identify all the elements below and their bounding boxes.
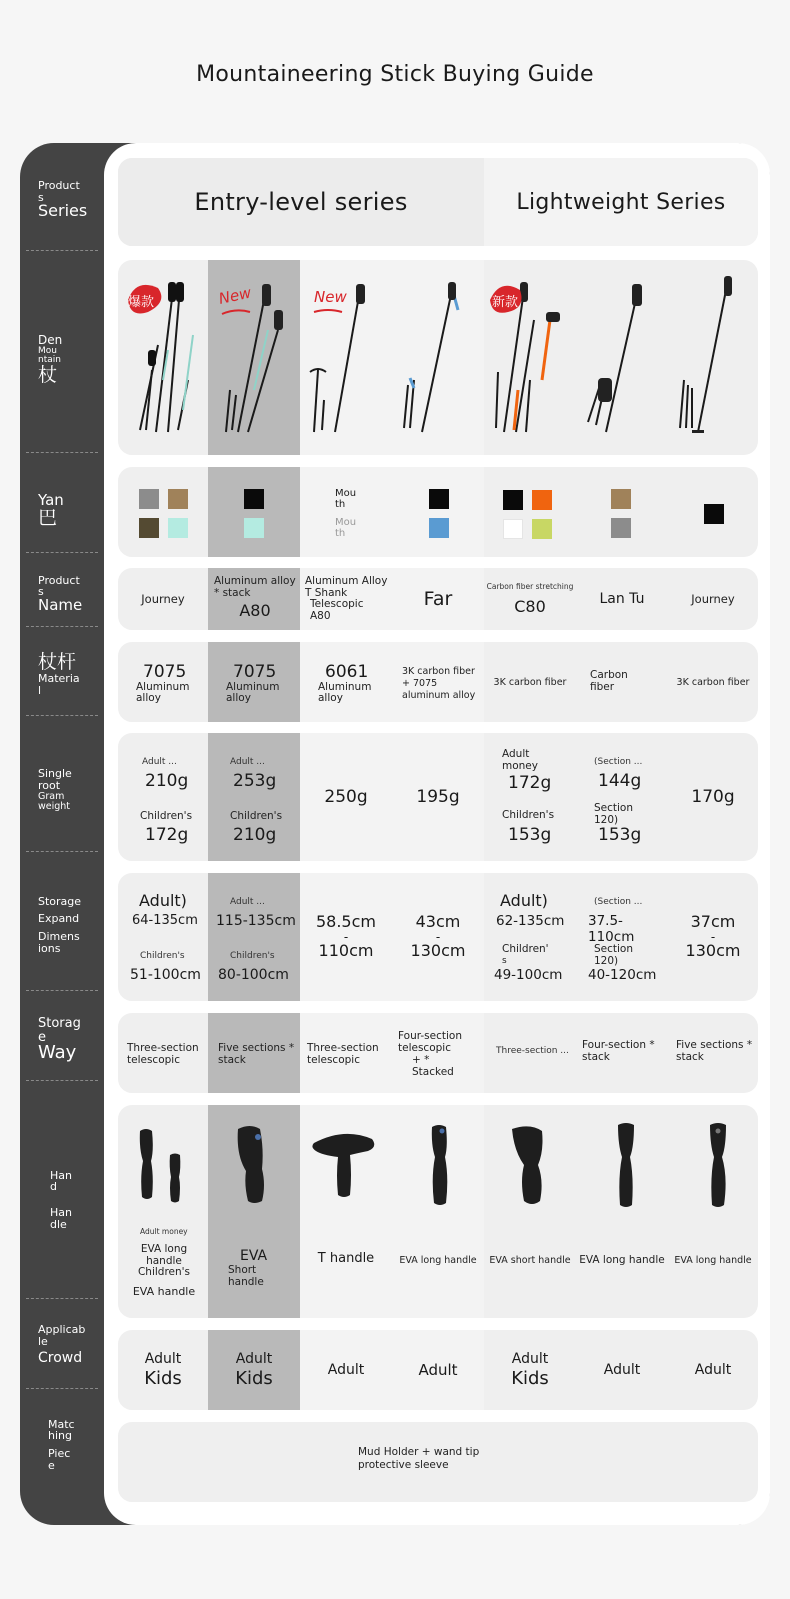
weight-cell-5 (484, 733, 576, 861)
material-type: Carbon fiber (590, 669, 628, 694)
accessory-text: Mud Holder + wand tip protective sleeve (358, 1446, 480, 1471)
label-text: s (38, 585, 44, 599)
new-badge: 新款 (492, 295, 519, 310)
crowd-value: Kids (235, 1367, 273, 1389)
label-text: ntain (38, 355, 61, 366)
color-swatch (503, 490, 523, 510)
material-cell-5 (484, 642, 576, 722)
label-text: Yan (38, 491, 64, 510)
weight-cell-4 (392, 733, 484, 861)
weight-label: Children's (140, 810, 193, 822)
material-cell-4 (392, 642, 484, 722)
product-name: C80 (514, 597, 546, 616)
name-cell-1 (118, 568, 208, 630)
crowd-value: Adult (511, 1350, 549, 1367)
row-label-handle (20, 1160, 100, 1240)
name-cell-2 (208, 568, 300, 630)
row-handles (118, 1105, 758, 1318)
color-swatch (503, 519, 523, 539)
size-label: Children's (230, 951, 275, 961)
row-sizes (118, 873, 758, 1001)
product-image-6 (576, 260, 668, 455)
color-cell-1 (118, 467, 208, 557)
size-value: 58.5cm (315, 911, 376, 931)
size-dash: - (710, 929, 716, 944)
handle-cell-6 (576, 1105, 668, 1318)
divider (26, 990, 98, 991)
color-swatch (429, 489, 449, 509)
material-grade: 7075 (143, 662, 187, 682)
weight-value: 170g (691, 787, 735, 807)
size-cell-4 (392, 873, 484, 1001)
size-label: s (502, 956, 507, 966)
weight-cell-6 (576, 733, 668, 861)
storage-cell-3 (300, 1013, 392, 1093)
material-type: Aluminum alloy (136, 680, 190, 704)
color-cell-6 (576, 467, 668, 557)
color-swatch (611, 489, 631, 509)
label-text: Mou (38, 345, 57, 356)
label-text: d (50, 1180, 57, 1194)
name-cell-6 (576, 568, 668, 630)
weight-value: 144g (598, 771, 642, 791)
crowd-cell-6 (576, 1330, 668, 1410)
storage-method: Three-section telescopic (307, 1042, 379, 1067)
weight-value: 153g (598, 825, 642, 845)
label-text: e (48, 1458, 55, 1472)
label-text: Single (38, 767, 72, 781)
product-name-sub: Telescopic (310, 598, 364, 611)
row-label-crowd (20, 1310, 100, 1380)
material-type: 3K carbon fiber + 7075 aluminum alloy (402, 666, 476, 701)
handle-cell-5 (484, 1105, 576, 1318)
row-weights (118, 733, 758, 861)
trekking-poles-image (118, 260, 208, 455)
row-storage (118, 1013, 758, 1093)
trekking-poles-image (576, 260, 668, 455)
size-cell-1 (118, 873, 208, 1001)
size-value: 40-120cm (588, 967, 657, 983)
divider (26, 1298, 98, 1299)
storage-method: Five sections * stack (218, 1042, 295, 1067)
trekking-poles-image (208, 260, 300, 455)
handle-type: EVA handle (132, 1285, 196, 1298)
handle-type: EVA short handle (489, 1255, 571, 1266)
label-text: dle (50, 1217, 67, 1231)
divider (26, 1388, 98, 1389)
handle-image (484, 1115, 576, 1215)
label-text: e (38, 1029, 46, 1045)
trekking-poles-image (668, 260, 758, 455)
color-swatch (704, 504, 724, 524)
product-name: Lan Tu (599, 591, 645, 607)
crowd-cell-1 (118, 1330, 208, 1410)
size-value: 80-100cm (218, 967, 289, 983)
label-text: Gram (38, 790, 65, 802)
row-label-name (20, 564, 100, 624)
name-cell-5 (484, 568, 576, 630)
product-image-7 (668, 260, 758, 455)
label-text: 巴 (38, 506, 58, 529)
handle-type: EVA (240, 1248, 268, 1264)
size-label: (Section ... (594, 897, 643, 907)
divider (26, 715, 98, 716)
name-cell-4 (392, 568, 484, 630)
material-cell-1 (118, 642, 208, 722)
product-name-sub: Carbon fiber stretching (486, 582, 574, 591)
product-name: Journey (691, 592, 735, 606)
color-cell-2 (208, 467, 300, 557)
weight-value: 210g (145, 771, 189, 791)
label-text: Materia (38, 672, 80, 686)
handle-label: Children's (137, 1266, 191, 1278)
trekking-poles-image (300, 260, 392, 455)
label-text: Crowd (38, 1350, 83, 1367)
crowd-value: Adult (418, 1361, 458, 1379)
size-dash: - (435, 929, 441, 944)
color-text: Mou (335, 488, 357, 499)
storage-cell-7 (668, 1013, 758, 1093)
material-grade: 7075 (233, 662, 277, 682)
color-swatch (168, 489, 188, 509)
size-label: Adult ... (230, 897, 265, 907)
storage-cell-1 (118, 1013, 208, 1093)
color-swatch (139, 489, 159, 509)
product-name-sub: Aluminum alloy * stack (214, 575, 296, 599)
material-type: 3K carbon fiber (676, 676, 750, 688)
color-cell-5 (484, 467, 576, 557)
crowd-cell-2 (208, 1330, 300, 1410)
color-cell-4 (392, 467, 484, 557)
product-image-4 (392, 260, 484, 455)
size-value: 130cm (685, 941, 741, 961)
weight-label: Adult ... (230, 757, 265, 767)
product-name: A80 (239, 601, 271, 621)
label-text: le (38, 1334, 48, 1348)
material-type: 3K carbon fiber (493, 676, 567, 688)
color-swatch (139, 518, 159, 538)
handle-image (392, 1115, 484, 1215)
row-colors (118, 467, 758, 557)
crowd-value: Adult (603, 1362, 641, 1378)
label-text: Product (38, 573, 80, 587)
name-cell-3 (300, 568, 392, 630)
product-image-5 (484, 260, 576, 455)
product-image-1 (118, 260, 208, 455)
weight-value: 253g (233, 771, 277, 791)
color-cell-3 (300, 467, 392, 557)
handle-type: EVA long handle (140, 1243, 188, 1267)
size-cell-3 (300, 873, 392, 1001)
crowd-value: Adult (327, 1362, 365, 1378)
crowd-value: Kids (511, 1367, 549, 1389)
label-text: s (38, 190, 44, 204)
handle-cell-2 (208, 1105, 300, 1318)
row-label-storage (20, 1010, 100, 1070)
handle-type: Short handle (228, 1264, 264, 1288)
label-text: Den (38, 333, 63, 348)
product-name: Journey (141, 592, 185, 606)
handle-image (300, 1115, 392, 1215)
handle-image (576, 1115, 668, 1215)
size-cell-2 (208, 873, 300, 1001)
size-label: Adult) (500, 891, 548, 910)
handle-cell-3 (300, 1105, 392, 1318)
storage-cell-5 (484, 1013, 576, 1093)
new-badge: New (314, 288, 347, 306)
handle-label: Adult money (140, 1227, 188, 1236)
weight-cell-3 (300, 733, 392, 861)
material-cell-7 (668, 642, 758, 722)
handle-image (118, 1115, 208, 1215)
storage-method: Stacked (412, 1065, 454, 1078)
label-text: Expand (38, 912, 80, 926)
divider (26, 851, 98, 852)
material-grade: 6061 (325, 662, 369, 682)
row-crowd (118, 1330, 758, 1410)
color-text: th (335, 528, 346, 539)
series-entry (118, 158, 484, 246)
label-text: Series (38, 201, 88, 221)
label-text: Dimens (38, 930, 80, 943)
size-value: 49-100cm (494, 967, 563, 983)
label-text: 杖 (38, 363, 58, 386)
material-cell-3 (300, 642, 392, 722)
weight-cell-7 (668, 733, 758, 861)
label-text: root (38, 779, 61, 793)
size-cell-5 (484, 873, 576, 1001)
row-label-color (20, 476, 100, 546)
size-label: Children's (140, 951, 185, 961)
size-label: Children' (502, 943, 549, 955)
material-cell-2 (208, 642, 300, 722)
row-label-series (20, 160, 100, 240)
handle-image (208, 1115, 300, 1215)
color-text: th (335, 499, 346, 510)
handle-type: T handle (317, 1251, 375, 1266)
size-value: 115-135cm (216, 913, 296, 929)
color-swatch (532, 490, 552, 510)
divider (26, 1080, 98, 1081)
series-light (484, 158, 758, 246)
label-text: 杖杆 (38, 651, 77, 674)
weight-cell-2 (208, 733, 300, 861)
label-text: Product (38, 179, 80, 193)
weight-label: Children's (502, 809, 555, 821)
new-badge: New (217, 283, 253, 308)
row-label-image (20, 300, 100, 420)
series-entry-label: Entry-level series (194, 188, 408, 216)
color-swatch (244, 518, 264, 538)
color-swatch (532, 519, 552, 539)
label-text: Storag (38, 1015, 81, 1031)
label-text: hing (48, 1429, 72, 1443)
size-label: Adult) (139, 891, 187, 910)
size-value: 51-100cm (130, 967, 201, 983)
product-image-2 (208, 260, 300, 455)
size-value: 110cm (318, 941, 374, 961)
row-label-accessory (20, 1400, 100, 1490)
weight-value: 250g (324, 787, 368, 807)
trekking-poles-image (392, 260, 484, 455)
name-cell-7 (668, 568, 758, 630)
product-name-sub: T Shank (305, 586, 348, 599)
weight-value: 172g (508, 773, 552, 793)
product-name-sub: A80 (310, 609, 331, 622)
label-text: Applicab (38, 1323, 86, 1337)
label-text: weight (38, 800, 71, 812)
weight-label: (Section ... (594, 757, 643, 767)
row-label-size (20, 880, 100, 970)
series-light-label: Lightweight Series (516, 189, 726, 215)
hot-badge: 爆款 (128, 295, 155, 310)
handle-image (668, 1115, 758, 1215)
row-series (118, 158, 758, 246)
storage-method: Four-section telescopic (398, 1031, 462, 1054)
handle-cell-4 (392, 1105, 484, 1318)
label-text: ions (38, 941, 61, 955)
weight-label: Children's (230, 810, 283, 822)
product-name-sub: Aluminum Alloy (305, 575, 388, 587)
crowd-value: Adult (144, 1350, 182, 1367)
divider (26, 250, 98, 251)
crowd-cell-5 (484, 1330, 576, 1410)
label-text: Han (50, 1168, 72, 1182)
color-swatch (168, 518, 188, 538)
label-text: Han (50, 1206, 72, 1219)
product-image-3 (300, 260, 392, 455)
color-cell-7 (668, 467, 758, 557)
size-cell-6 (576, 873, 668, 1001)
material-type: Aluminum alloy (318, 680, 372, 704)
label-text: Way (38, 1042, 77, 1064)
handle-type: EVA long handle (399, 1255, 477, 1266)
size-value: 37.5-110cm (588, 913, 635, 945)
size-value: 37cm (690, 911, 736, 931)
handle-cell-7 (668, 1105, 758, 1318)
weight-value: 210g (233, 825, 277, 845)
size-value: 62-135cm (496, 913, 565, 929)
weight-value: 172g (145, 825, 189, 845)
page-title: Mountaineering Stick Buying Guide (196, 62, 594, 87)
size-dash: - (343, 929, 349, 944)
crowd-value: Adult (694, 1362, 732, 1378)
label-text: Matc (48, 1417, 75, 1431)
divider (26, 552, 98, 553)
color-swatch (244, 489, 264, 509)
product-name: Far (423, 588, 453, 610)
weight-cell-1 (118, 733, 208, 861)
crowd-value: Kids (144, 1367, 182, 1389)
weight-label: Adult money (502, 748, 538, 772)
color-text: Mou (335, 517, 357, 528)
size-value: 43cm (415, 911, 461, 931)
storage-cell-2 (208, 1013, 300, 1093)
row-accessory (118, 1422, 758, 1502)
storage-method: Four-section * stack (582, 1039, 655, 1064)
row-materials (118, 642, 758, 722)
storage-method: + * (412, 1054, 430, 1066)
crowd-cell-7 (668, 1330, 758, 1410)
crowd-cell-3 (300, 1330, 392, 1410)
storage-cell-6 (576, 1013, 668, 1093)
label-text: Storage (38, 894, 82, 908)
handle-cell-1 (118, 1105, 208, 1318)
handle-type: EVA long handle (579, 1254, 665, 1266)
label-text: Piec (48, 1447, 71, 1460)
storage-cell-4 (392, 1013, 484, 1093)
divider (26, 626, 98, 627)
size-value: 130cm (410, 941, 466, 961)
storage-method: Three-section ... (496, 1046, 569, 1056)
label-text: Name (38, 595, 83, 614)
weight-value: 153g (508, 825, 552, 845)
color-swatch (429, 518, 449, 538)
label-text: l (38, 683, 42, 697)
storage-method: Five sections * stack (676, 1039, 753, 1064)
row-images (118, 260, 758, 455)
row-label-material (20, 640, 100, 710)
handle-type: EVA long handle (674, 1255, 752, 1266)
size-cell-7 (668, 873, 758, 1001)
material-type: Aluminum alloy (226, 680, 280, 704)
divider (26, 452, 98, 453)
color-swatch (611, 518, 631, 538)
weight-label: Adult ... (142, 757, 177, 767)
crowd-value: Adult (235, 1350, 273, 1367)
size-label: Section 120) (594, 943, 634, 967)
storage-method: Three-section telescopic (127, 1042, 199, 1067)
trekking-poles-image (484, 260, 576, 455)
crowd-cell-4 (392, 1330, 484, 1410)
row-names (118, 568, 758, 630)
material-cell-6 (576, 642, 668, 722)
weight-label: Section 120) (594, 802, 634, 826)
weight-value: 195g (416, 787, 460, 807)
size-value: 64-135cm (132, 913, 198, 928)
row-label-weight (20, 755, 100, 825)
